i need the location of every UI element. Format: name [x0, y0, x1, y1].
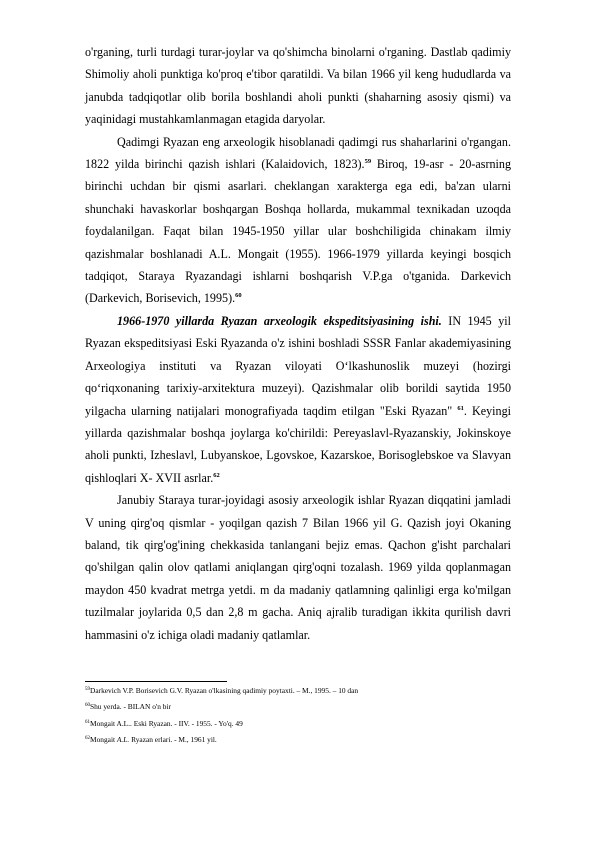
footnotes-section: [85, 681, 511, 749]
section-subheading: 1966-1970 yillarda Ryazan arxeologik ekspeditsiyasining ishi.: [117, 313, 442, 328]
footnote-60: $^{60}$Shu yerda. - BILAN o'n bir: [85, 702, 171, 712]
footnote-61: $^{61}$Mongait A.L.. Eski Ryazan. - IIV. - 1955. - Yo'q. 49: [85, 718, 243, 728]
paragraph-2: Qadimgi Ryazan eng arxeologik hisoblanadi qadimgi rus shaharlarini o'rgangan. 1822 yilda birinchi qazish ishlari (Kalaidovich, 1823).$^{59}$ Biroq, 19-asr - 20-asrning birinchi uchdan bir qismi asarlari. cheklangan xarakterga ega edi, ba'zan ularni shunchaki havaskorlar boshqargan Boshqa hollarda, mukammal texnikadan uzoqda foydalanilgan. Faqat bilan 1945-1950 yillar ular boshchiligida chinakam ilmiy qazishmalar boshlanadi A.L. Mongait (1955). 1966-1979 yillarda keyingi bosqich tadqiqot, Staraya Ryazandagi ishlarni boshqarish V.P.ga o'tganida. Darkevich (Darkevich, Borisevich, 1995).$^{60}$: [85, 134, 511, 306]
paragraph-4: Janubiy Staraya turar-joyidagi asosiy arxeologik ishlar Ryazan diqqatini jamladi V uning qirg'oq qismlar - yoqilgan qazish 7 Bilan 1966 yil G. Qazish joyi Okaning baland, tik qirg'og'ining chekkasida tanlangani bejiz emas. Qachon g'isht parchalari qo'shilgan qalin olov qatlami aniqlangan qirg'oqni tozalash. 1969 yilda qoplanmagan maydon 450 kvadrat metrga yetdi. m da madaniy qatlamning qalinligi erga ko'milgan tuzilmalar joylarida 0,5 dan 2,8 m gacha. Aniq ajralib turadigan ikkita qurilish davri hammasini o'z ichiga oladi madaniy qatlamlar.: [85, 493, 511, 642]
footnote-ref-61[interactable]: 61: [457, 404, 464, 412]
footnote-ref-60[interactable]: 60: [235, 292, 242, 300]
footnote-separator: [85, 681, 227, 682]
footnote-ref-62[interactable]: 62: [213, 471, 220, 479]
footnote-62: $^{62}$Mongait A.L. Ryazan erlari. - M., 1961 yil.: [85, 735, 217, 745]
body-text: [85, 41, 511, 646]
footnote-59: $^{59}$Darkevich V.P. Borisevich G.V. Ryazan o'lkasining qadimiy poytaxti. – M., 1995. – 10 dan: [85, 686, 359, 695]
paragraph-3: 1966-1970 yillarda Ryazan arxeologik ekspeditsiyasining ishi. IN 1945 yil Ryazan ekspeditsiyasi Eski Ryazanda o'z ishini boshladi SSSR Fanlar akademiyasining Arxeologiya instituti va Ryazan viloyati O‘lkashunoslik muzeyi (hozirgi qo‘riqxonaning tarixiy-arxitektura muzeyi). Qazishmalar olib borildi saytida 1950 yilgacha ularning natijalari monografiyada taqdim etilgan "Eski Ryazan" $^{61}$. Keyingi yillarda qazishmalar boshqa joylarga ko'chirildi: Pereyaslavl-Ryazanskiy, Jokinskoye aholi punkti, Izheslavl, Lubyanskoe, Lgovskoe, Kazarskoe, Borisoglebskoe va Slavyan qishloqlari X- XVII asrlar.$^{62}$: [85, 313, 512, 485]
paragraph-1: o'rganing, turli turdagi turar-joylar va qo'shimcha binolarni o'rganing. Dastlab qadimiy Shimoliy aholi punktiga ko'proq e'tibor qaratildi. Va bilan 1966 yil keng hududlarda va janubda tadqiqotlar olib borila boshlandi aholi punkti (shaharning asosiy qismi) va yaqinidagi mustahkamlanmagan etagida daryolar.: [85, 45, 511, 127]
footnote-ref-59[interactable]: 59: [364, 158, 372, 166]
